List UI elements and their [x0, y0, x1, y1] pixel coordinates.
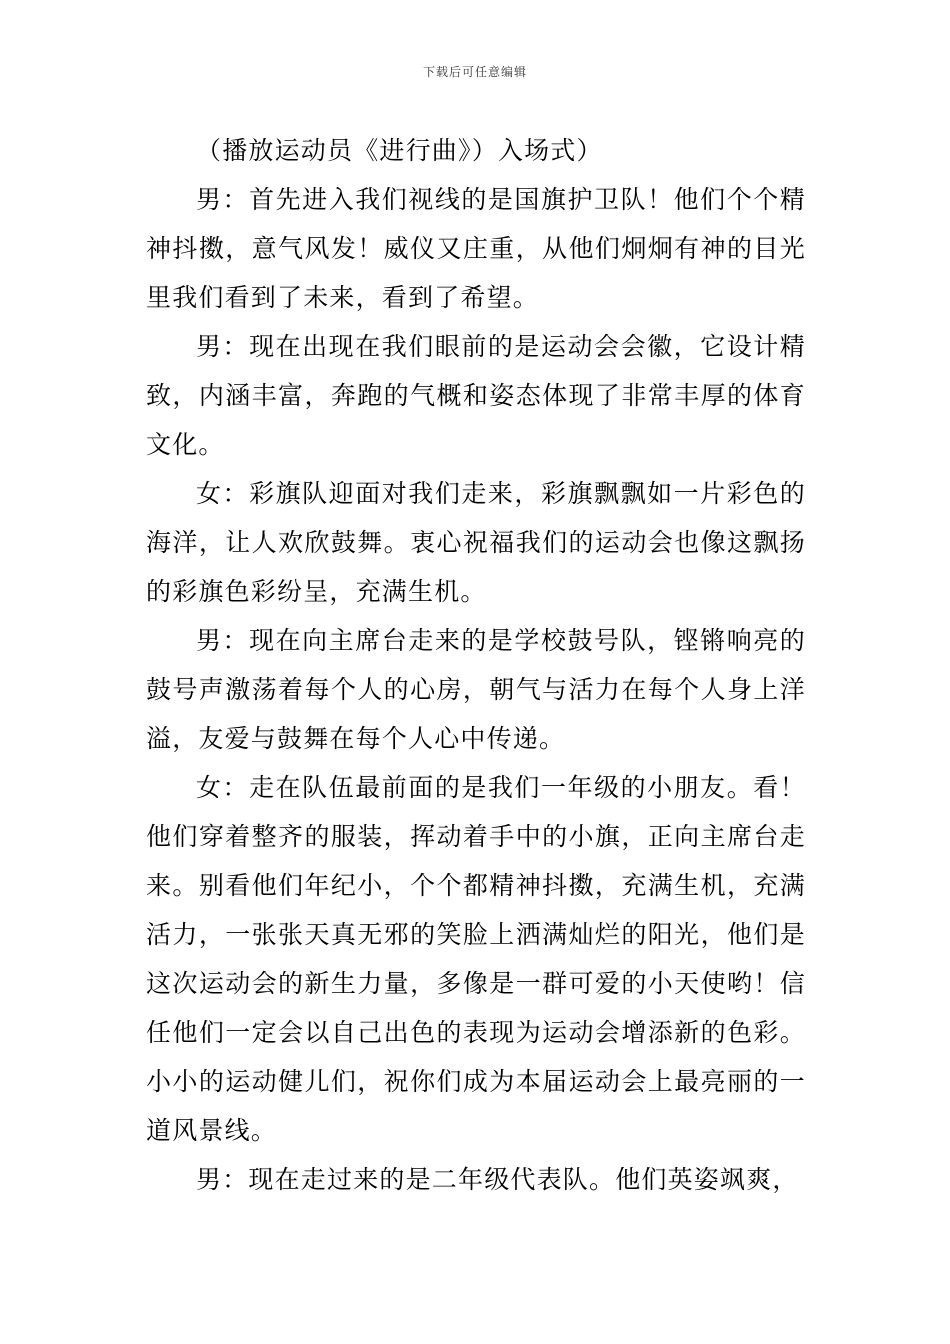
- paragraph-emblem: 男：现在出现在我们眼前的是运动会会徽，它设计精致，内涵丰富，奔跑的气概和姿态体现了非常丰厚的体育文化。: [146, 332, 806, 459]
- paragraph-grade-one: 女：走在队伍最前面的是我们一年级的小朋友。看！他们穿着整齐的服装，挥动着手中的小旗，正向主席台走来。别看他们年纪小，个个都精神抖擞，充满生机，充满活力，一张张天真无邪的笑脸上洒满灿烂的阳光，他们是这次运动会的新生力量，多像是一群可爱的小天使哟！信任他们一定会以自己出色的表现为运动会增添新的色彩。小小的运动健儿们，祝你们成为本届运动会上最亮丽的一道风景线。: [146, 773, 806, 1145]
- paragraph-entrance-music: （播放运动员《进行曲》）入场式）: [196, 136, 603, 165]
- paragraph-grade-two: 男：现在走过来的是二年级代表队。他们英姿飒爽，: [196, 1165, 799, 1194]
- header-note: 下载后可任意编辑: [422, 65, 527, 79]
- document-body: [146, 126, 806, 1204]
- paragraph-color-flags: 女：彩旗队迎面对我们走来，彩旗飘飘如一片彩色的海洋，让人欢欣鼓舞。衷心祝福我们的运动会也像这飘扬的彩旗色彩纷呈，充满生机。: [146, 479, 806, 606]
- paragraph-flag-guard: 男：首先进入我们视线的是国旗护卫队！他们个个精神抖擞，意气风发！威仪又庄重，从他们炯炯有神的目光里我们看到了未来，看到了希望。: [146, 185, 806, 312]
- paragraph-drum-band: 男：现在向主席台走来的是学校鼓号队，铿锵响亮的鼓号声激荡着每个人的心房，朝气与活力在每个人身上洋溢，友爱与鼓舞在每个人心中传递。: [146, 626, 806, 753]
